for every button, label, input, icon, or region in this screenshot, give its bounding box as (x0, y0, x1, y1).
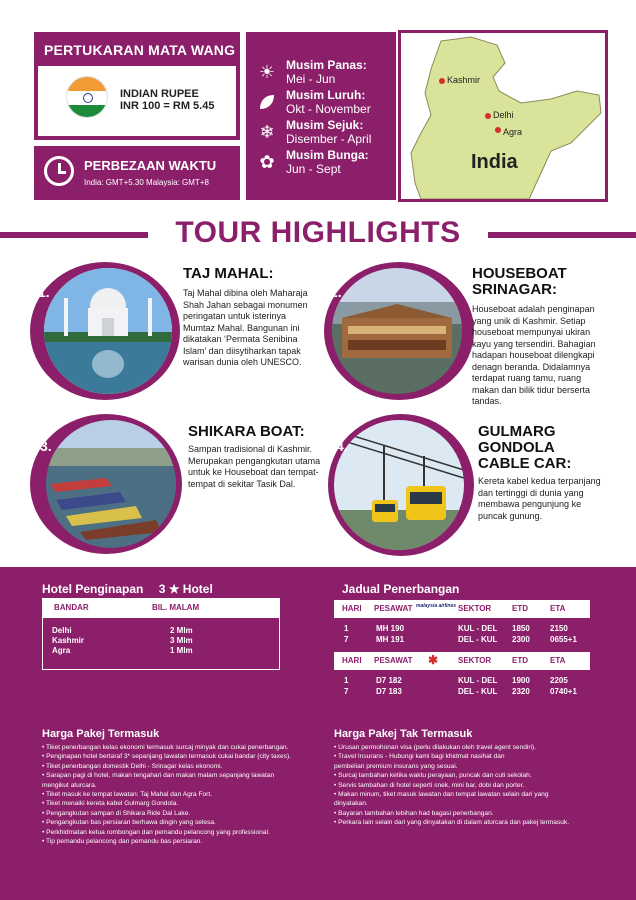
india-map (401, 33, 605, 199)
hotel-nights: 3 Mlm (170, 636, 193, 645)
hotel-col-nights: BIL. MALAM (152, 603, 200, 612)
agra-pin-icon (495, 127, 501, 133)
flight-number: MH 190 (376, 624, 405, 633)
table-row (52, 636, 272, 646)
flower-icon: ✿ (259, 152, 275, 173)
list-item: • Tiket masuk ke tempat lawatan: Taj Mahal dan Agra Fort. (42, 791, 213, 799)
flight-eta: 2150 (550, 624, 568, 633)
sun-icon: ☀ (258, 62, 276, 83)
flight-col-plane: PESAWAT (374, 656, 413, 665)
map-label-kashmir: Kashmir (447, 75, 481, 85)
list-item: • Makan minum, tiket masuk lawatan dan tempat lawatan selain dari yang (334, 791, 549, 799)
flight-number: MH 191 (376, 635, 405, 644)
flight-sector: KUL - DEL (458, 624, 498, 633)
flight-col-plane: PESAWAT (374, 604, 413, 613)
taj-mahal-photo (44, 268, 172, 394)
map-label-delhi: Delhi (493, 110, 514, 120)
gondola-photo (334, 420, 464, 550)
table-row (334, 687, 590, 697)
list-item: pembelian premium insurans yang sesuai. (334, 762, 458, 770)
kashmir-pin-icon (439, 78, 445, 84)
flight-eta: 2205 (550, 676, 568, 685)
highlight-title-taj-mahal: TAJ MAHAL: (183, 265, 274, 282)
season-autumn (254, 88, 394, 118)
snowflake-icon: ❄ (259, 122, 275, 143)
highlight-desc-taj-mahal: Taj Mahal dibina oleh Maharaja Shah Jahan sebagai monumen peringatan untuk isterinya Mumtaz Mahal. Bangunan ini dikatakan ‘Permata Senibina Islam’ dan diisytiharkan tapak warisan dunia oleh UNESCO. (183, 288, 308, 367)
flight-col-sector: SEKTOR (458, 656, 492, 665)
list-item: dinyatakan. (334, 800, 368, 808)
list-item: • Travel Insurans - Hubungi kami bagi khidmat nasihat dan (334, 753, 505, 761)
flight-eta: 0740+1 (550, 687, 577, 696)
hotel-col-city: BANDAR (54, 603, 89, 612)
season-name: Musim Luruh: (286, 88, 366, 102)
list-item: • Tip pemandu pelancong dan pemandu bas persiaran. (42, 838, 203, 846)
highlight-desc-shikara: Sampan tradisional di Kashmir. Merupakan pengangkutan utama untuk ke Houseboat dan tempat-tempat di sekitar Tasik Dal. (188, 444, 321, 489)
list-item: • Tiket penerbangan domestik Delhi - Srinagar kelas ekonomi. (42, 762, 223, 770)
list-item: mengikut aturcara. (42, 781, 97, 789)
list-item: • Bayaran tambahan lebihan had bagasi penerbangan. (334, 809, 494, 817)
list-item: • Surcaj tambahan ketika waktu perayaan, puncak dan cuti sekolah. (334, 772, 532, 780)
flight-col-day: HARI (342, 604, 362, 613)
highlight-title-shikara: SHIKARA BOAT: (188, 423, 305, 440)
currency-title: PERTUKARAN MATA WANG (44, 42, 236, 58)
tour-highlights-title: TOUR HIGHLIGHTS (175, 216, 461, 249)
excluded-list (334, 743, 626, 828)
flight-etd: 2320 (512, 687, 530, 696)
shikara-photo-frame (30, 414, 182, 554)
list-item: • Penginapan hotel bertaraf 3* sepanjang lawatan termasuk cukai bandar (city taxes). (42, 753, 291, 761)
flight-col-eta: ETA (550, 604, 566, 613)
list-item: • Urusan permohonan visa (perlu dilakukan oleh travel agent sendiri). (334, 744, 537, 751)
flight-number: D7 182 (376, 676, 402, 685)
season-name: Musim Sejuk: (286, 118, 364, 132)
table-row (334, 676, 590, 686)
hotel-city: Agra (52, 646, 71, 655)
flight-table-header-1 (334, 600, 590, 618)
table-row (52, 646, 272, 656)
highlight-desc-gondola: Kereta kabel kedua terpanjang dan tertinggi di dunia yang membawa pengunjung ke puncak gunung. (478, 476, 601, 521)
highlight-title-gondola: GULMARG GONDOLA CABLE CAR: (478, 423, 572, 472)
currency-name: INDIAN RUPEE (120, 88, 199, 100)
season-name: Musim Bunga: (286, 148, 369, 162)
hotel-city: Delhi (52, 626, 72, 635)
table-row (52, 626, 272, 636)
list-item: • Tiket menaiki kereta kabel Gulmarg Gondola. (42, 800, 179, 808)
malaysia-airlines-logo: malaysia airlines (416, 603, 457, 609)
flight-etd: 1850 (512, 624, 530, 633)
flight-sector: KUL - DEL (458, 676, 498, 685)
houseboat-photo (332, 268, 462, 394)
hotel-stars: 3 ★ Hotel (158, 582, 213, 596)
flight-col-etd: ETD (512, 604, 528, 613)
flight-eta: 0655+1 (550, 635, 577, 644)
airasia-logo-icon: ✱ (428, 653, 439, 667)
india-flag-icon (66, 76, 108, 118)
table-row (334, 635, 590, 645)
shikara-photo (46, 420, 176, 548)
table-row (334, 624, 590, 634)
gondola-photo-frame (328, 414, 474, 556)
list-item: • Perkhidmatan ketua rombongan dan pemandu pelancong yang professional. (42, 828, 270, 836)
flight-col-eta: ETA (550, 656, 566, 665)
list-item: • Sarapan pagi di hotel, makan tengahari dan makan malam sepanjang lawatan (42, 772, 275, 780)
time-difference-panel (34, 146, 240, 200)
houseboat-photo-frame (324, 262, 474, 400)
flight-col-sector: SEKTOR (458, 604, 492, 613)
map-country-label: India (471, 151, 518, 173)
hotel-city: Kashmir (52, 636, 85, 645)
flight-day: 1 (344, 676, 349, 685)
taj-mahal-photo-frame (30, 262, 180, 400)
delhi-pin-icon (485, 113, 491, 119)
included-list (42, 743, 322, 846)
divider-right (488, 232, 636, 238)
highlight-number: 3. (40, 438, 52, 454)
flight-col-day: HARI (342, 656, 362, 665)
flight-number: D7 183 (376, 687, 402, 696)
currency-info (120, 88, 214, 112)
leaf-icon (256, 92, 278, 114)
flight-etd: 1900 (512, 676, 530, 685)
list-item: • Pengangkutan sampan di Shikara Ride Dal Lake. (42, 809, 191, 817)
map-label-agra: Agra (503, 127, 523, 137)
excluded-title: Harga Pakej Tak Termasuk (334, 728, 473, 740)
season-value: Jun - Sept (286, 162, 341, 176)
included-title: Harga Pakej Termasuk (42, 728, 160, 740)
highlight-desc-houseboat: Houseboat adalah penginapan yang unik di Kashmir. Setiap houseboat mempunyai ukiran kayu yang tersendiri. Bahagian hadapan houseboat dilengkapi denagn beranda. Didalamnya terdapat ruang tamu, ruang makan dan bilik tidur berserta tandas. (472, 304, 596, 406)
season-spring (254, 148, 394, 178)
seasons-panel (246, 32, 396, 200)
list-item: • Servis tambahan di hotel seperti snek, mini bar, dobi dan porter. (334, 781, 525, 789)
flight-col-etd: ETD (512, 656, 528, 665)
highlight-number: 1. (38, 284, 50, 300)
season-value: Okt - November (286, 102, 371, 116)
list-item: • Pengangkutan bas persiaran berhawa dingin yang selesa. (42, 819, 216, 827)
season-value: Disember - April (286, 132, 372, 146)
season-summer (254, 58, 394, 88)
highlight-title-houseboat: HOUSEBOAT SRINAGAR: (472, 265, 567, 298)
highlight-number: 4. (336, 438, 348, 454)
flight-table-header-2 (334, 652, 590, 670)
hotel-table-header (42, 598, 280, 618)
time-difference-title: PERBEZAAN WAKTU (84, 158, 217, 173)
currency-box (38, 66, 236, 136)
india-map-panel (398, 30, 608, 202)
alarm-clock-icon (44, 156, 74, 186)
list-item: • Tiket penerbangan kelas ekonomi termasuk surcaj minyak dan cukai penerbangan. (42, 744, 289, 751)
time-difference-detail: India: GMT+5.30 Malaysia: GMT+8 (84, 178, 209, 187)
flight-sector: DEL - KUL (458, 687, 498, 696)
flight-day: 7 (344, 635, 349, 644)
flight-etd: 2300 (512, 635, 530, 644)
flight-title: Jadual Penerbangan (342, 582, 460, 596)
hotel-nights: 1 Mlm (170, 646, 193, 655)
highlight-number: 2. (330, 284, 342, 300)
flight-day: 1 (344, 624, 349, 633)
divider-left (0, 232, 148, 238)
season-value: Mei - Jun (286, 72, 336, 86)
currency-rate: INR 100 = RM 5.45 (120, 100, 215, 112)
currency-panel (34, 32, 240, 140)
flight-sector: DEL - KUL (458, 635, 498, 644)
hotel-rows (52, 626, 272, 656)
season-name: Musim Panas: (286, 58, 367, 72)
season-winter (254, 118, 394, 148)
hotel-nights: 2 Mlm (170, 626, 193, 635)
list-item: • Perkara lain selain dari yang dinyatakan di dalam aturcara dan pakej termasuk. (334, 819, 570, 827)
hotel-title (42, 582, 213, 596)
hotel-title-text: Hotel Penginapan (42, 582, 144, 596)
flight-day: 7 (344, 687, 349, 696)
